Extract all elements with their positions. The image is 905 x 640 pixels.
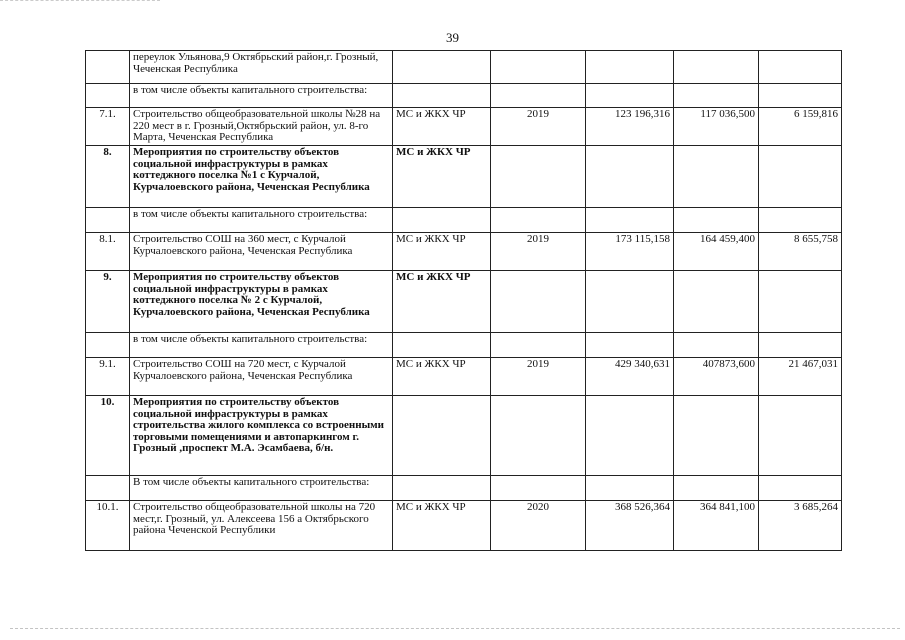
row-number (86, 333, 130, 358)
table-row (86, 271, 842, 333)
year (491, 271, 586, 333)
total-amount (586, 146, 674, 208)
republic-amount (759, 396, 842, 476)
total-amount (586, 208, 674, 233)
republic-amount (759, 51, 842, 84)
year: 2020 (491, 501, 586, 551)
federal-amount (674, 396, 759, 476)
federal-amount (674, 84, 759, 108)
republic-amount (759, 146, 842, 208)
row-number (86, 84, 130, 108)
organization (393, 476, 491, 501)
organization (393, 208, 491, 233)
year (491, 476, 586, 501)
table-row (86, 476, 842, 501)
scan-artifact-bottom (10, 628, 900, 631)
year (491, 51, 586, 84)
year (491, 333, 586, 358)
year (491, 84, 586, 108)
year (491, 396, 586, 476)
object-name: в том числе объекты капитального строительства: (130, 208, 393, 233)
federal-amount (674, 51, 759, 84)
object-name: Мероприятия по строительству объектов социальной инфраструктуры в рамках строительства жилого комплекса со встроенными торговыми помещениями и автопаркингом г. Грозный ,проспект М.А. Эсамбаева, б/н. (130, 396, 393, 476)
federal-amount (674, 271, 759, 333)
republic-amount (759, 271, 842, 333)
federal-amount: 407873,600 (674, 358, 759, 396)
republic-amount: 6 159,816 (759, 108, 842, 146)
total-amount: 173 115,158 (586, 233, 674, 271)
row-number: 10.1. (86, 501, 130, 551)
object-name: в том числе объекты капитального строительства: (130, 84, 393, 108)
organization: МС и ЖКХ ЧР (393, 108, 491, 146)
total-amount: 429 340,631 (586, 358, 674, 396)
table-row (86, 333, 842, 358)
organization (393, 51, 491, 84)
organization (393, 396, 491, 476)
federal-amount (674, 146, 759, 208)
federal-amount (674, 333, 759, 358)
federal-amount: 164 459,400 (674, 233, 759, 271)
year (491, 146, 586, 208)
organization: МС и ЖКХ ЧР (393, 271, 491, 333)
republic-amount: 8 655,758 (759, 233, 842, 271)
republic-amount (759, 476, 842, 501)
objects-table (85, 50, 842, 551)
row-number (86, 208, 130, 233)
organization: МС и ЖКХ ЧР (393, 146, 491, 208)
object-name: В том числе объекты капитального строительства: (130, 476, 393, 501)
object-name: Строительство СОШ на 720 мест, с Курчалой Курчалоевского района, Чеченская Республика (130, 358, 393, 396)
total-amount (586, 51, 674, 84)
organization (393, 333, 491, 358)
republic-amount: 3 685,264 (759, 501, 842, 551)
table-row (86, 84, 842, 108)
table-row (86, 208, 842, 233)
object-name: Мероприятия по строительству объектов социальной инфраструктуры в рамках коттеджного поселка №1 с Курчалой, Курчалоевского района, Чеченская Республика (130, 146, 393, 208)
organization: МС и ЖКХ ЧР (393, 501, 491, 551)
row-number: 9. (86, 271, 130, 333)
year (491, 208, 586, 233)
row-number: 9.1. (86, 358, 130, 396)
total-amount (586, 271, 674, 333)
federal-amount (674, 208, 759, 233)
republic-amount: 21 467,031 (759, 358, 842, 396)
table-row (86, 233, 842, 271)
row-number: 8. (86, 146, 130, 208)
table-row (86, 51, 842, 84)
organization (393, 84, 491, 108)
republic-amount (759, 208, 842, 233)
year: 2019 (491, 233, 586, 271)
object-name: в том числе объекты капитального строительства: (130, 333, 393, 358)
federal-amount (674, 476, 759, 501)
total-amount (586, 333, 674, 358)
organization: МС и ЖКХ ЧР (393, 233, 491, 271)
object-name: Строительство СОШ на 360 мест, с Курчалой Курчалоевского района, Чеченская Республика (130, 233, 393, 271)
row-number: 8.1. (86, 233, 130, 271)
total-amount: 123 196,316 (586, 108, 674, 146)
republic-amount (759, 84, 842, 108)
table-row (86, 358, 842, 396)
table-row (86, 108, 842, 146)
row-number (86, 476, 130, 501)
total-amount (586, 396, 674, 476)
organization: МС и ЖКХ ЧР (393, 358, 491, 396)
table-row (86, 146, 842, 208)
total-amount (586, 84, 674, 108)
object-name: переулок Ульянова,9 Октябрьский район,г. Грозный, Чеченская Республика (130, 51, 393, 84)
object-name: Строительство общеобразовательной школы №28 на 220 мест в г. Грозный,Октябрьский район, ул. 8-го Марта, Чеченская Республика (130, 108, 393, 146)
row-number: 10. (86, 396, 130, 476)
scan-artifact-top (0, 0, 160, 4)
total-amount (586, 476, 674, 501)
republic-amount (759, 333, 842, 358)
table-row (86, 396, 842, 476)
year: 2019 (491, 108, 586, 146)
page-number: 39 (446, 30, 459, 45)
object-name: Строительство общеобразовательной школы на 720 мест,г. Грозный, ул. Алексеева 156 а Октябрьского района Чеченской Республики (130, 501, 393, 551)
federal-amount: 364 841,100 (674, 501, 759, 551)
total-amount: 368 526,364 (586, 501, 674, 551)
table-row (86, 501, 842, 551)
federal-amount: 117 036,500 (674, 108, 759, 146)
row-number: 7.1. (86, 108, 130, 146)
object-name: Мероприятия по строительству объектов социальной инфраструктуры в рамках коттеджного поселка № 2 с Курчалой, Курчалоевского района, Чеченская Республика (130, 271, 393, 333)
row-number (86, 51, 130, 84)
year: 2019 (491, 358, 586, 396)
